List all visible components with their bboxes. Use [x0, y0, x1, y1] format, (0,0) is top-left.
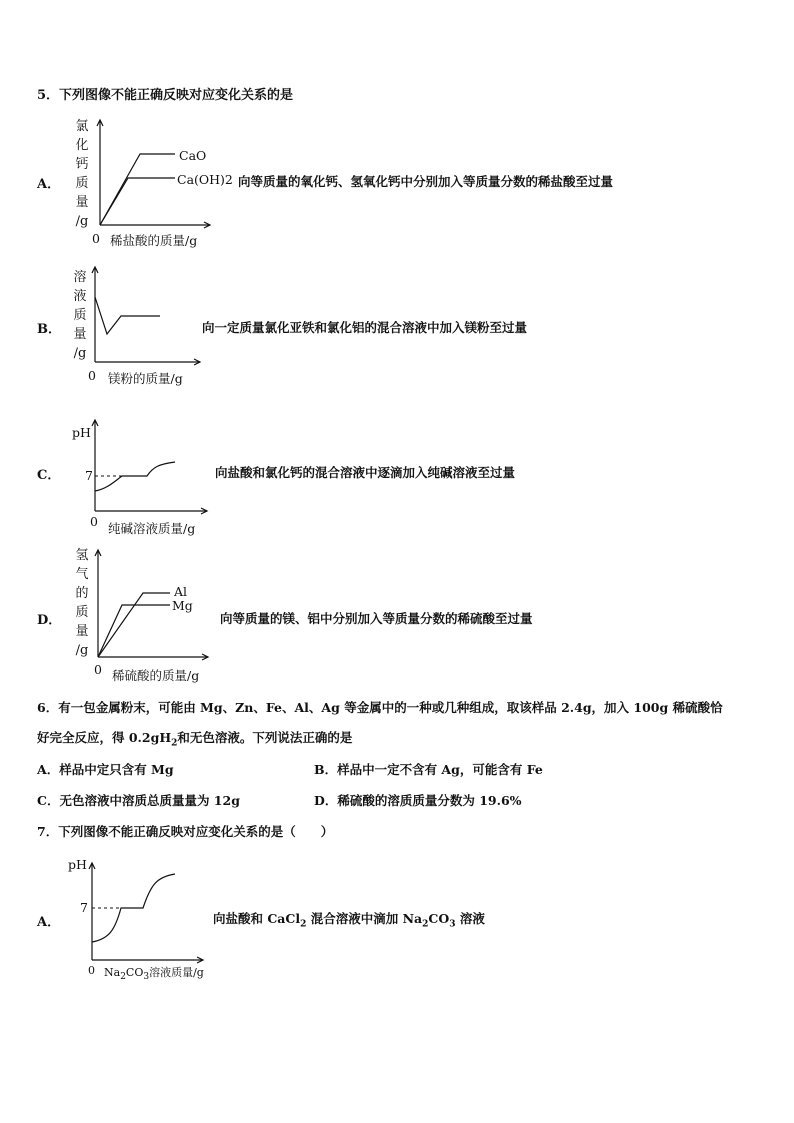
q5d-series-label-mg: Mg	[172, 598, 193, 613]
q5a-description: 向等质量的氧化钙、氢氧化钙中分别加入等质量分数的稀盐酸至过量	[238, 174, 614, 189]
q5b-graph	[85, 262, 225, 372]
q5a-series-label-cao: CaO	[179, 148, 207, 163]
q5d-description: 向等质量的镁、铝中分别加入等质量分数的稀硫酸至过量	[220, 611, 533, 626]
q6-stem-line2: 好完全反应，得 $0.2gH_2$和无色溶液。下列说法正确的是	[37, 730, 353, 749]
q6-option-c: C．无色溶液中溶质总质量量为 12g	[37, 793, 240, 808]
q5a-y-axis-label: 氯 化 钙 质 量 /g	[75, 119, 89, 229]
q5-option-b-letter: B．	[37, 322, 61, 337]
q5b-y-axis-label: 溶 液 质 量 /g	[73, 270, 87, 361]
q7-title: 7．下列图像不能正确反映对应变化关系的是（ ）	[37, 824, 334, 839]
q7a-y-axis-label: pH	[68, 857, 87, 872]
q7-option-a-letter: A．	[37, 915, 61, 930]
q5-option-d-letter: D．	[37, 613, 62, 628]
q5c-y-tick-7: 7	[85, 468, 93, 483]
q5d-y-axis-label: 氢 气 的 质 量 /g	[75, 548, 89, 658]
q6-stem-line1: 6．有一包金属粉末，可能由 Mg、Zn、Fe、Al、Ag 等金属中的一种或几种组成，取该样品 2.4g，加入 100g 稀硫酸恰	[37, 700, 723, 715]
q6-option-b: B．样品中一定不含有 Ag，可能含有 Fe	[314, 762, 543, 777]
q5b-description: 向一定质量氯化亚铁和氯化铝的混合溶液中加入镁粉至过量	[202, 320, 528, 335]
q5d-series-label-al: Al	[174, 584, 188, 599]
q7a-x-axis-label: $Na_2CO_3$溶液质量/g	[104, 966, 204, 983]
q5c-x-axis-label: 纯碱溶液质量/g	[108, 521, 196, 536]
q5b-x-axis-label: 镁粉的质量/g	[108, 371, 183, 386]
q5b-origin: 0	[88, 368, 96, 383]
q5d-graph	[88, 545, 228, 665]
q5a-x-axis-label: 稀盐酸的质量/g	[110, 233, 198, 248]
q6-option-d: D．稀硫酸的溶质质量分数为 19.6%	[314, 793, 522, 808]
q5a-origin: 0	[92, 231, 100, 246]
q5d-origin: 0	[94, 662, 102, 677]
q5c-description: 向盐酸和氯化钙的混合溶液中逐滴加入纯碱溶液至过量	[215, 465, 516, 480]
q7a-graph	[83, 858, 223, 968]
q5c-graph	[87, 415, 227, 520]
q5c-y-axis-label: pH	[72, 425, 91, 440]
q5a-series-label-caoh2: Ca(OH)2	[177, 172, 233, 187]
q6-option-a: A．样品中定只含有 Mg	[37, 762, 174, 777]
q5d-curve-mg	[98, 605, 170, 657]
q5a-curve-cao	[100, 154, 175, 225]
q5-option-a-letter: A．	[37, 177, 61, 192]
q5d-curve-al	[98, 593, 170, 657]
q5c-origin: 0	[90, 514, 98, 529]
q7a-description: 向盐酸和 CaCl$_2$ 混合溶液中滴加 $Na_2CO_3$ 溶液	[213, 911, 485, 930]
q5d-x-axis-label: 稀硫酸的质量/g	[112, 668, 200, 683]
q5-option-c-letter: C．	[37, 468, 61, 483]
q5a-curve-caoh2	[100, 178, 175, 225]
q7a-origin: 0	[88, 964, 95, 977]
q7a-y-tick-7: 7	[80, 900, 88, 915]
q5b-curve-solution-mass	[95, 297, 160, 334]
q5-title: 5．下列图像不能正确反映对应变化关系的是	[37, 88, 294, 103]
